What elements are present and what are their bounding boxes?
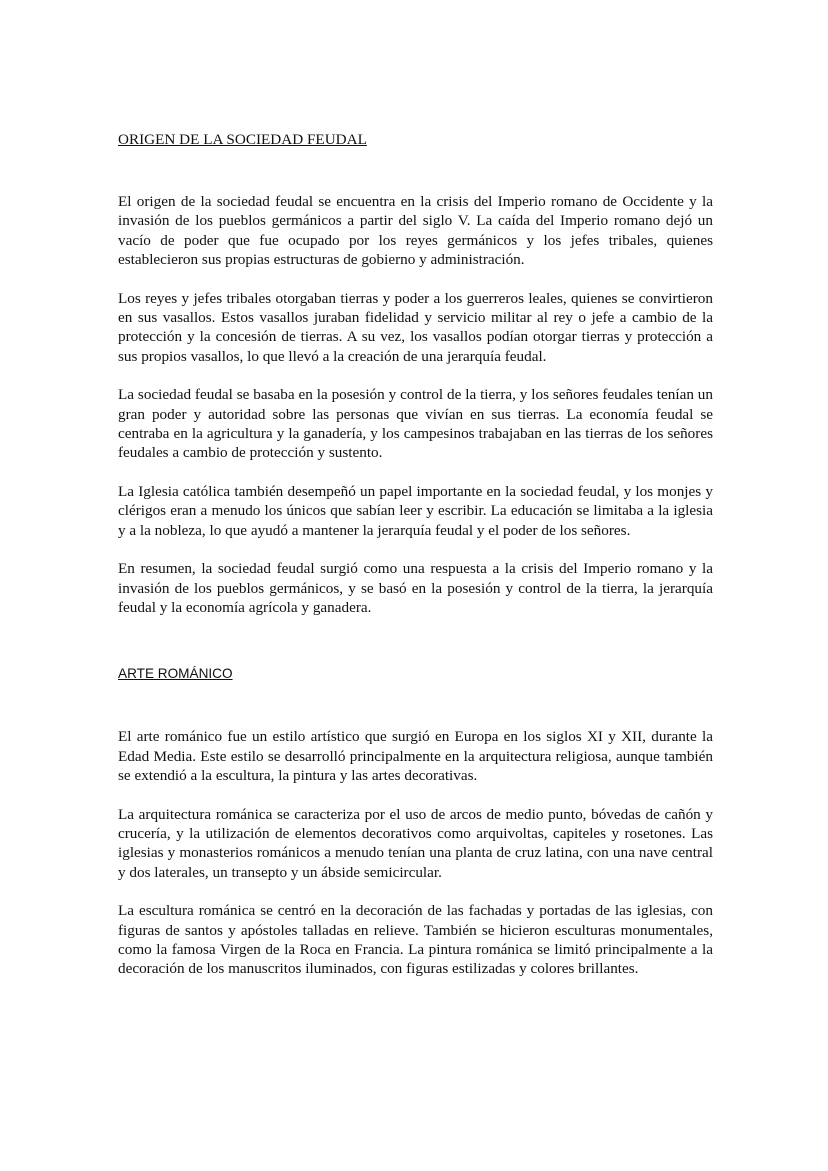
paragraph: La arquitectura románica se caracteriza por el uso de arcos de medio punto, bóvedas de cañón y crucería, y la utilización de elementos decorativos como arquivoltas, capiteles y rosetones. Las iglesias y monasterios románicos a menudo tenían una planta de cruz latina, con una nave central y dos laterales, un transepto y un ábside semicircular. [118,805,713,881]
paragraph: Los reyes y jefes tribales otorgaban tierras y poder a los guerreros leales, quienes se convirtieron en sus vasallos. Estos vasallos juraban fidelidad y servicio militar al rey o jefe a cambio de la protección y la concesión de tierras. A su vez, los vasallos podían otorgar tierras y protección a sus propios vasallos, lo que llevó a la creación de una jerarquía feudal. [118,289,713,365]
section-title-origen: ORIGEN DE LA SOCIEDAD FEUDAL [118,131,367,148]
paragraph: La escultura románica se centró en la decoración de las fachadas y portadas de las iglesias, con figuras de santos y apóstoles talladas en relieve. También se hicieron esculturas monumentales, como la famosa Virgen de la Roca en Francia. La pintura románica se limitó principalmente a la decoración de los manuscritos iluminados, con figuras estilizadas y colores brillantes. [118,902,713,978]
document-content [118,130,713,979]
paragraph: La Iglesia católica también desempeñó un papel importante en la sociedad feudal, y los monjes y clérigos eran a menudo los únicos que sabían leer y escribir. La educación se limitaba a la iglesia y a la nobleza, lo que ayudó a mantener la jerarquía feudal y el poder de los señores. [118,482,713,539]
paragraph: El arte románico fue un estilo artístico que surgió en Europa en los siglos XI y XII, durante la Edad Media. Este estilo se desarrolló principalmente en la arquitectura religiosa, aunque también se extendió a la escultura, la pintura y las artes decorativas. [118,728,713,785]
paragraph: La sociedad feudal se basaba en la posesión y control de la tierra, y los señores feudales tenían un gran poder y autoridad sobre las personas que vivían en sus tierras. La economía feudal se centraba en la agricultura y la ganadería, y los campesinos trabajaban en las tierras de los señores feudales a cambio de protección y sustento. [118,386,713,462]
section-title-arte-romanico: ARTE ROMÁNICO [118,666,233,682]
paragraph: En resumen, la sociedad feudal surgió como una respuesta a la crisis del Imperio romano y la invasión de los pueblos germánicos, y se basó en la posesión y control de la tierra, la jerarquía feudal y la economía agrícola y ganadera. [118,560,713,616]
paragraph: El origen de la sociedad feudal se encuentra en la crisis del Imperio romano de Occidente y la invasión de los pueblos germánicos a partir del siglo V. La caída del Imperio romano dejó un vacío de poder que fue ocupado por los reyes germánicos y los jefes tribales, quienes establecieron sus propias estructuras de gobierno y administración. [118,193,713,269]
